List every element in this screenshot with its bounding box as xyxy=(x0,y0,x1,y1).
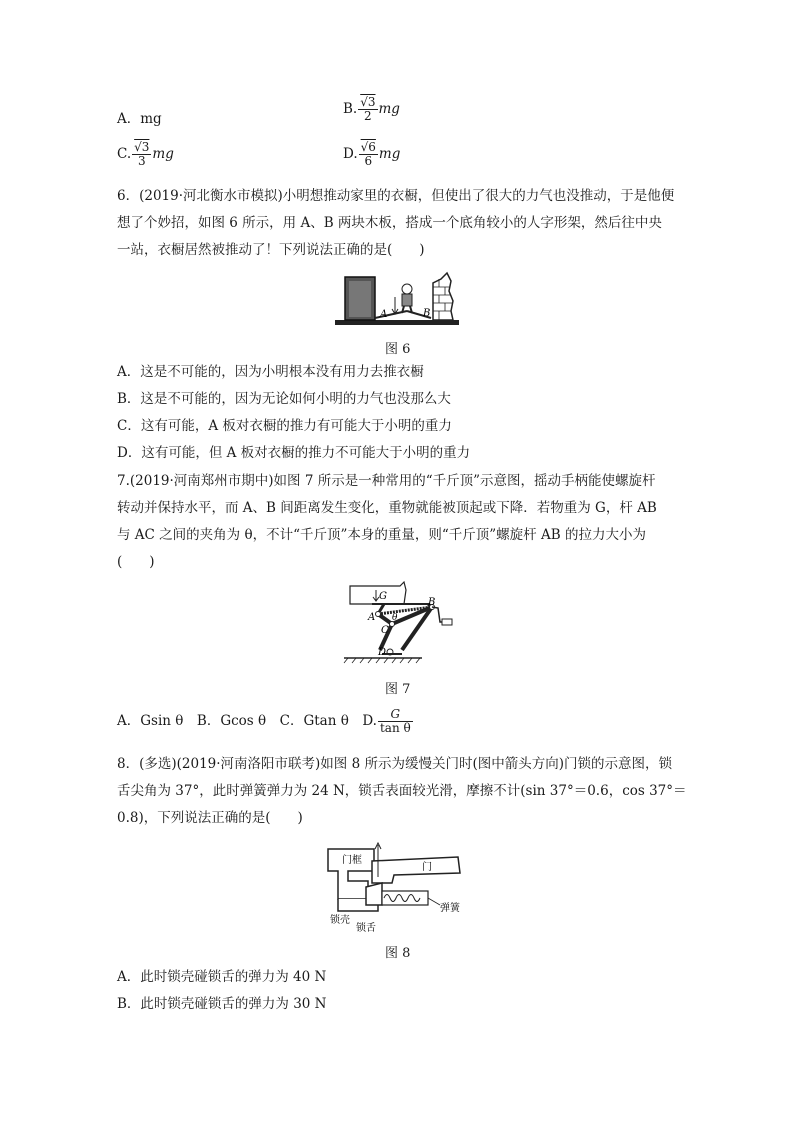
fraction-numerator: G xyxy=(378,708,413,722)
q5-option-d xyxy=(343,141,400,168)
q8-stem-line-3: 0.8)，下列说法正确的是( ) xyxy=(117,810,303,826)
q7-options xyxy=(117,703,414,739)
person-body xyxy=(402,294,412,306)
figure-6-wardrobe-diagram xyxy=(335,273,460,328)
q6-option-c: C．这有可能，A 板对衣橱的推力有可能大于小明的重力 xyxy=(117,418,452,434)
fig7-label-theta: θ xyxy=(392,613,398,623)
q7-stem-line-2: 转动并保持水平，而 A、B 间距离发生变化，重物就能被顶起或下降．若物重为 G，杆 AB xyxy=(117,500,657,516)
fraction-denominator: 2 xyxy=(364,109,372,123)
q8-option-a: A．此时锁壳碰锁舌的弹力为 40 N xyxy=(117,969,327,985)
q6-stem-line-2: 想了个妙招，如图 6 所示，用 A、B 两块木板，搭成一个底角较小的人字形架，然后往中央 xyxy=(117,215,662,231)
q6-option-b: B．这是不可能的，因为无论如何小明的力气也没那么大 xyxy=(117,391,451,407)
brick-wall xyxy=(433,273,453,320)
fig7-label-g: G xyxy=(379,591,387,602)
fig7-label-a: A xyxy=(368,612,376,623)
q5-option-c-fraction xyxy=(132,141,151,168)
fig8-label-door: 门 xyxy=(422,862,432,873)
figure-6-caption: 图 6 xyxy=(385,342,411,357)
fig8-label-frame: 门框 xyxy=(342,855,362,866)
q7-stem-line-1: 7.(2019·河南郑州市期中)如图 7 所示是一种常用的“千斤顶”示意图，摇动手柄能使螺旋杆 xyxy=(117,473,656,489)
lock-tongue xyxy=(366,883,382,905)
fig6-label-b: B xyxy=(423,308,431,319)
q8-stem-line-2: 舌尖角为 37°，此时弹簧弹力为 24 N，锁舌表面较光滑，摩擦不计(sin 37°＝0.6，cos 37°＝ xyxy=(117,783,687,799)
wardrobe-panel xyxy=(349,281,371,317)
q8-stem-line-1: 8．(多选)(2019·河南洛阳市联考)如图 8 所示为缓慢关门时(图中箭头方向)门锁的示意图，锁 xyxy=(117,756,673,772)
q6-option-d: D．这有可能，但 A 板对衣橱的推力不可能大于小明的重力 xyxy=(117,445,471,461)
door xyxy=(372,857,460,883)
fig7-label-d: D xyxy=(378,647,387,658)
fraction-denominator: 3 xyxy=(137,154,146,168)
fraction-numerator: √3 xyxy=(360,95,376,109)
q5-option-d-fraction xyxy=(359,141,378,168)
figure-8-caption: 图 8 xyxy=(385,946,411,961)
q6-stem-line-3: 一站，衣橱居然被推动了！下列说法正确的是( ) xyxy=(117,242,425,258)
fraction-denominator: 6 xyxy=(364,154,373,168)
q7-stem-line-3: 与 AC 之间的夹角为 θ，不计“千斤顶”本身的重量，则“千斤顶”螺旋杆 AB 的拉力大小为 xyxy=(117,527,646,543)
q7-option-d-fraction xyxy=(378,708,413,735)
q7-options-a-to-d: A．Gsin θ B．Gcos θ C．Gtan θ D. xyxy=(117,713,377,729)
load-block xyxy=(350,582,406,604)
fraction-numerator: √6 xyxy=(360,140,376,154)
fraction-denominator: tan θ xyxy=(379,721,411,735)
q6-option-a: A．这是不可能的，因为小明根本没有用力去推衣橱 xyxy=(117,364,424,380)
q5-option-b-prefix: B. xyxy=(343,101,358,117)
figure-8-door-lock-diagram xyxy=(322,843,472,933)
q5-option-d-suffix: mg xyxy=(378,146,401,162)
person-head xyxy=(402,284,412,294)
q5-option-b-fraction xyxy=(358,96,377,123)
q5-option-c-suffix: mg xyxy=(152,146,174,162)
q5-option-c-prefix: C. xyxy=(117,146,132,162)
spring-leader-line xyxy=(428,898,440,905)
handle-grip xyxy=(442,619,452,625)
fig7-label-c: C xyxy=(381,625,389,636)
q5-option-a: A．mg xyxy=(117,111,162,127)
q5-option-b-suffix: mg xyxy=(378,101,400,117)
figure-7-jack-diagram xyxy=(342,578,460,668)
q6-stem-line-1: 6．(2019·河北衡水市模拟)小明想推动家里的衣橱，但使出了很大的力气也没推动，于是他便 xyxy=(117,188,675,204)
q5-option-c xyxy=(117,141,174,168)
q8-option-b: B．此时锁壳碰锁舌的弹力为 30 N xyxy=(117,996,327,1012)
fig8-label-tongue: 锁舌 xyxy=(356,923,376,934)
fig7-label-b: B xyxy=(428,597,436,608)
fraction-numerator: √3 xyxy=(134,140,150,154)
q5-option-d-prefix: D. xyxy=(343,146,358,162)
spring-housing xyxy=(382,891,428,905)
figure-7-caption: 图 7 xyxy=(385,682,411,697)
pivot-a xyxy=(376,612,381,617)
q5-option-b xyxy=(343,96,400,123)
fig8-label-spring: 弹簧 xyxy=(440,903,460,914)
fig6-label-a: A xyxy=(380,309,388,320)
fig8-label-shell: 锁壳 xyxy=(330,915,350,926)
q7-stem-line-4: ( ) xyxy=(117,554,155,570)
